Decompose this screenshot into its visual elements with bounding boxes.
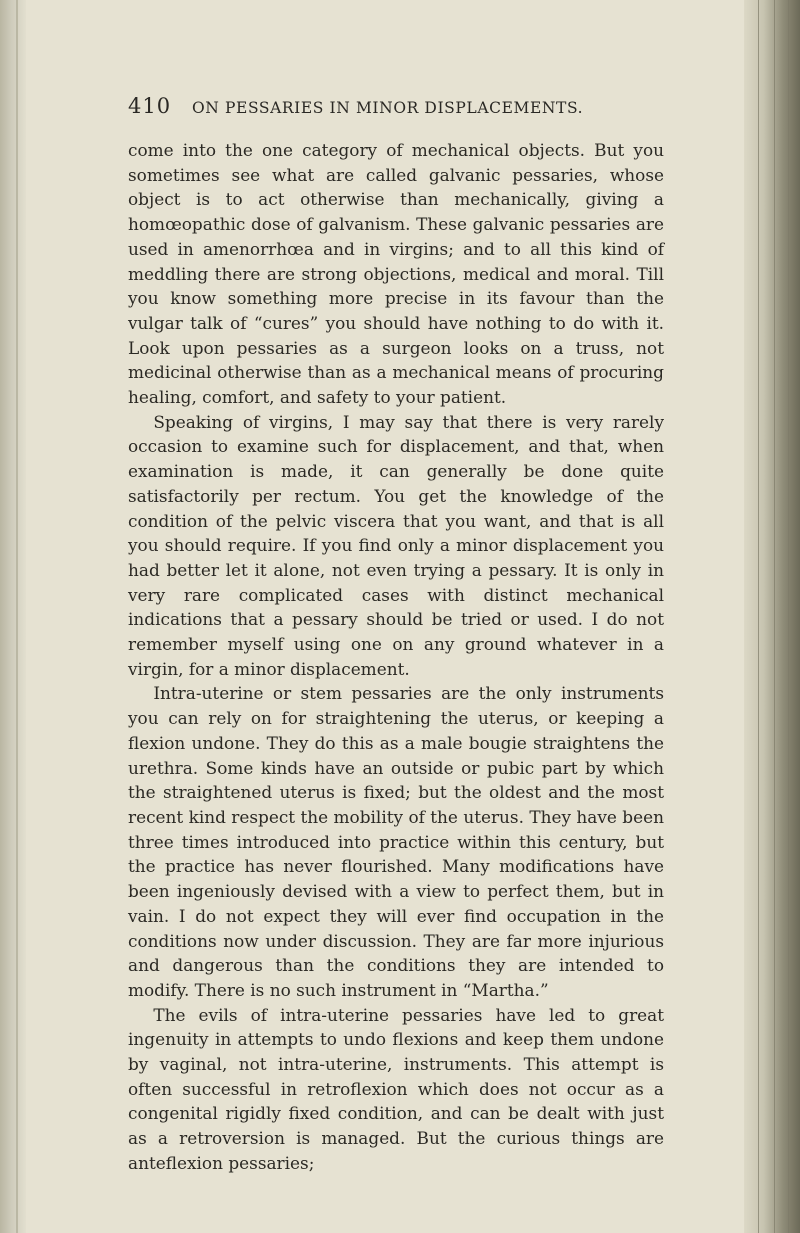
edge-line: [774, 0, 775, 1233]
edge-line: [788, 0, 789, 1233]
paragraph: The evils of intra-uterine pessaries have led to great ingenuity in attempts to undo flexions and keep them undone by vaginal, not intra-uterine, instruments. This attempt is often successful in retroflexion which does not occur as a congenital rigidly fixed condition, and can be dealt with just as a retroversion is managed. But the curious things are anteflexion pessaries;: [128, 1004, 664, 1173]
page-header: [128, 94, 664, 128]
page-number: 410: [128, 94, 172, 118]
page-edge: [744, 0, 800, 1233]
paragraph: come into the one category of mechanical objects. But you sometimes see what are called galvanic pessaries, whose object is to act otherwise than mechanically, giving a homœopathic dose of galvanism. These galvanic pessaries are used in amenorrhœa and in virgins; and to all this kind of meddling there are strong objections, medical and moral. Till you know something more precise in its favour than the vulgar talk of “cures” you should have nothing to do with it. Look upon pessaries as a surgeon looks on a truss, not medicinal otherwise than as a mechanical means of procuring healing, comfort, and safety to your patient.: [128, 140, 664, 408]
binding-gutter: [0, 0, 26, 1233]
book-page: [128, 94, 664, 1176]
paragraph: Speaking of virgins, I may say that there is very rarely occasion to examine such for displacement, and that, when examination is made, it can generally be done quite satisfactorily per rectum. You get the knowledge of the condition of the pelvic viscera that you want, and that is all you should require. If you find only a minor displacement you had better let it alone, not even trying a pessary. It is only in very rare complicated cases with distinct mechanical indications that a pessary should be tried or used. I do not remember myself using one on any ground whatever in a virgin, for a minor displacement.: [128, 411, 664, 679]
edge-line: [758, 0, 759, 1233]
body-text: [128, 138, 664, 1176]
paragraph: Intra-uterine or stem pessaries are the only instruments you can rely on for straightening the uterus, or keeping a flexion undone. They do this as a male bougie straightens the urethra. Some kinds have an outside or pubic part by which the straightened uterus is fixed; but the oldest and the most recent kind respect the mobility of the uterus. They have been three times introduced into practice within this century, but the practice has never flourished. Many modifications have been ingeniously devised with a view to perfect them, but in vain. I do not expect they will ever find occupation in the conditions now under discussion. They are far more injurious and dangerous than the conditions they are intended to modify. There is no such instrument in “Martha.”: [128, 683, 664, 1000]
running-head: ON PESSARIES IN MINOR DISPLACEMENTS.: [192, 99, 584, 117]
